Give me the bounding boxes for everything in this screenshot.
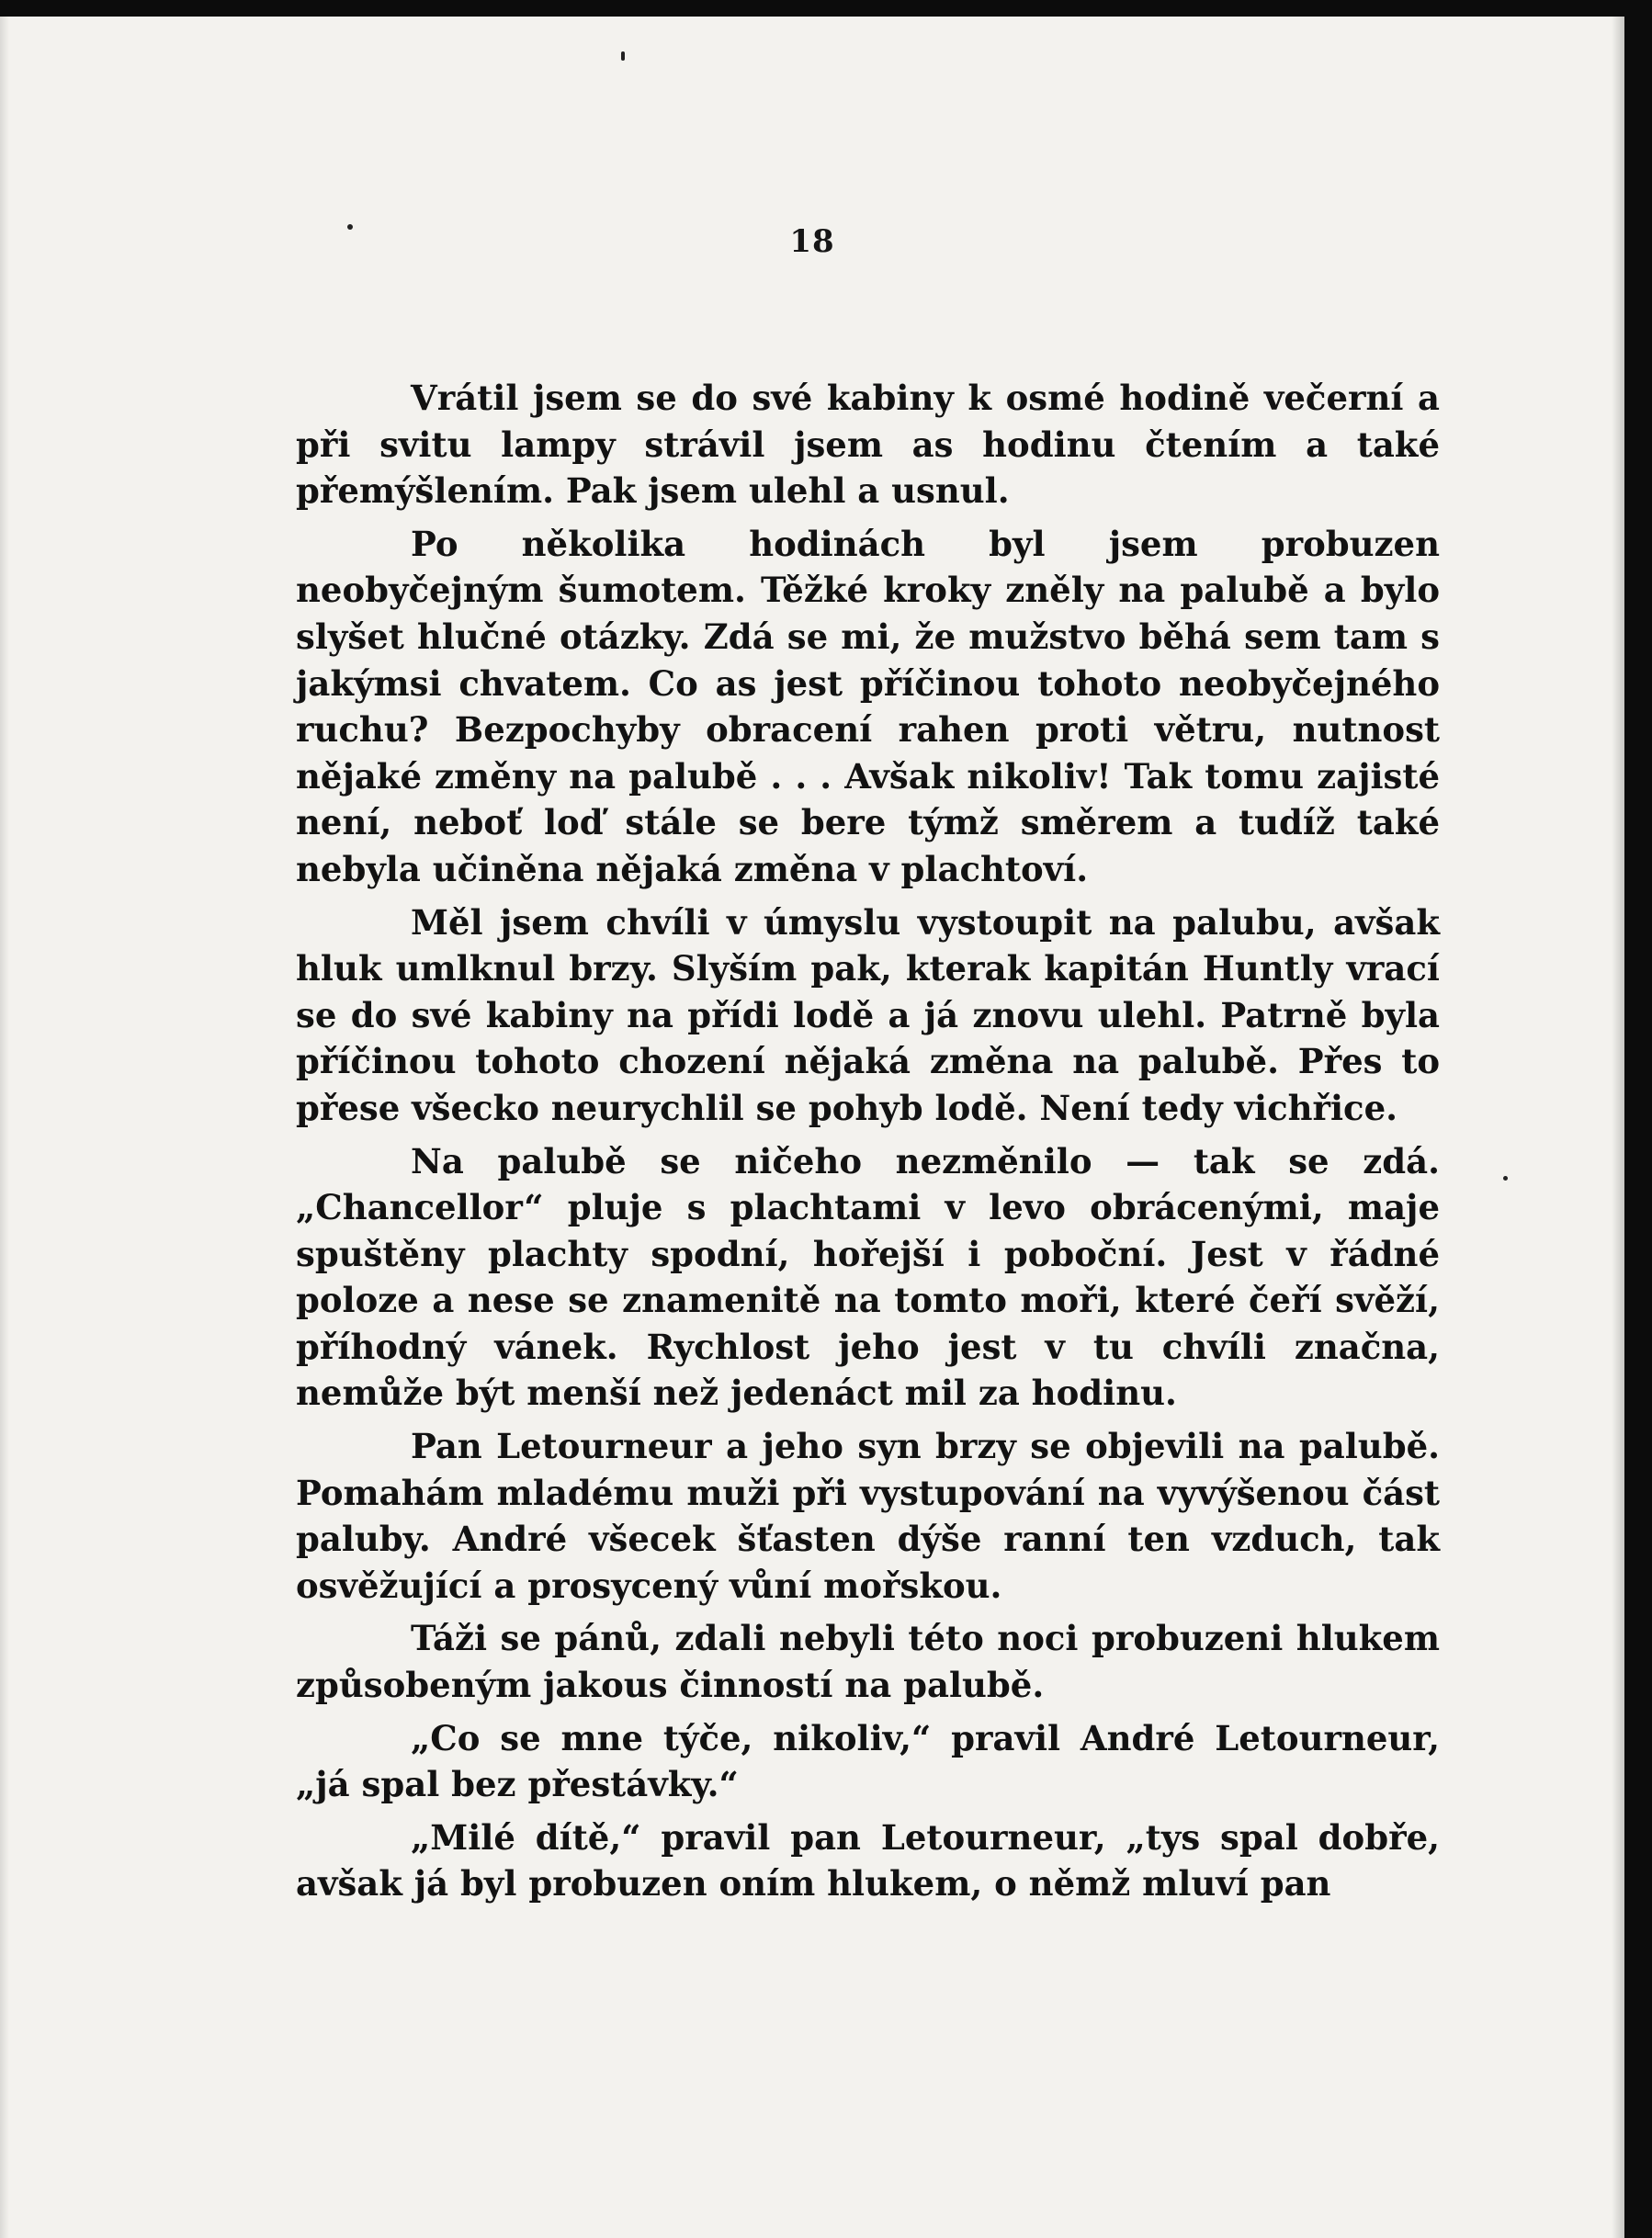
paragraph: Na palubě se ničeho nezměnilo — tak se zdá. „Chancellor“ pluje s plachtami v levo obrácenými, maje spuštěny plachty spodní, hořejší i poboční. Jest v řádné poloze a nese se znamenitě na tomto moři, které čeří svěží, příhodný vánek. Rychlost jeho jest v tu chvíli značna, nemůže být menší než jedenáct mil za hodinu. <box>296 1140 1440 1414</box>
ink-speck <box>621 51 625 61</box>
paragraph: Pan Letourneur a jeho syn brzy se objevili na palubě. Pomahám mladému muži při vystupování na vyvýšenou část paluby. André všecek šťasten dýše ranní ten vzduch, tak osvěžující a prosycený vůní mořskou. <box>296 1426 1440 1606</box>
body-text <box>296 375 1440 1907</box>
paragraph: Táži se pánů, zdali nebyli této noci probuzeni hlukem způsobeným jakous činností na palubě. <box>296 1618 1440 1706</box>
paragraph: „Milé dítě,“ pravil pan Letourneur, „tys spal dobře, avšak já byl probuzen oním hlukem, o němž mluví pan <box>296 1816 1440 1905</box>
page-left-shadow <box>0 17 9 2238</box>
scanned-page <box>0 17 1624 2238</box>
paragraph: Po několika hodinách byl jsem probuzen neobyčejným šumotem. Těžké kroky zněly na palubě a bylo slyšet hlučné otázky. Zdá se mi, že mužstvo běhá sem tam s jakýmsi chvatem. Co as jest příčinou tohoto neobyčejného ruchu? Bezpochyby obracení rahen proti větru, nutnost nějaké změny na palubě . . . Avšak nikoliv! Tak tomu zajisté není, neboť loď stále se bere týmž směrem a tudíž také nebyla učiněna nějaká změna v plachtoví. <box>296 523 1440 889</box>
paragraph: Vrátil jsem se do své kabiny k osmé hodině večerní a při svitu lampy strávil jsem as hodinu čtením a také přemýšlením. Pak jsem ulehl a usnul. <box>296 378 1440 512</box>
paragraph: Měl jsem chvíli v úmyslu vystoupit na palubu, avšak hluk umlknul brzy. Slyším pak, kterak kapitán Huntly vrací se do své kabiny na přídi lodě a já znovu ulehl. Patrně byla příčinou tohoto chození nějaká změna na palubě. Přes to přese všecko neurychlil se pohyb lodě. Není tedy vichřice. <box>296 901 1440 1128</box>
ink-speck <box>1503 1176 1508 1181</box>
page-right-shadow <box>1612 17 1624 2238</box>
paragraph: „Co se mne týče, nikoliv,“ pravil André Letourneur, „já spal bez přestávky.“ <box>296 1717 1440 1805</box>
page-number: 18 <box>789 223 835 260</box>
